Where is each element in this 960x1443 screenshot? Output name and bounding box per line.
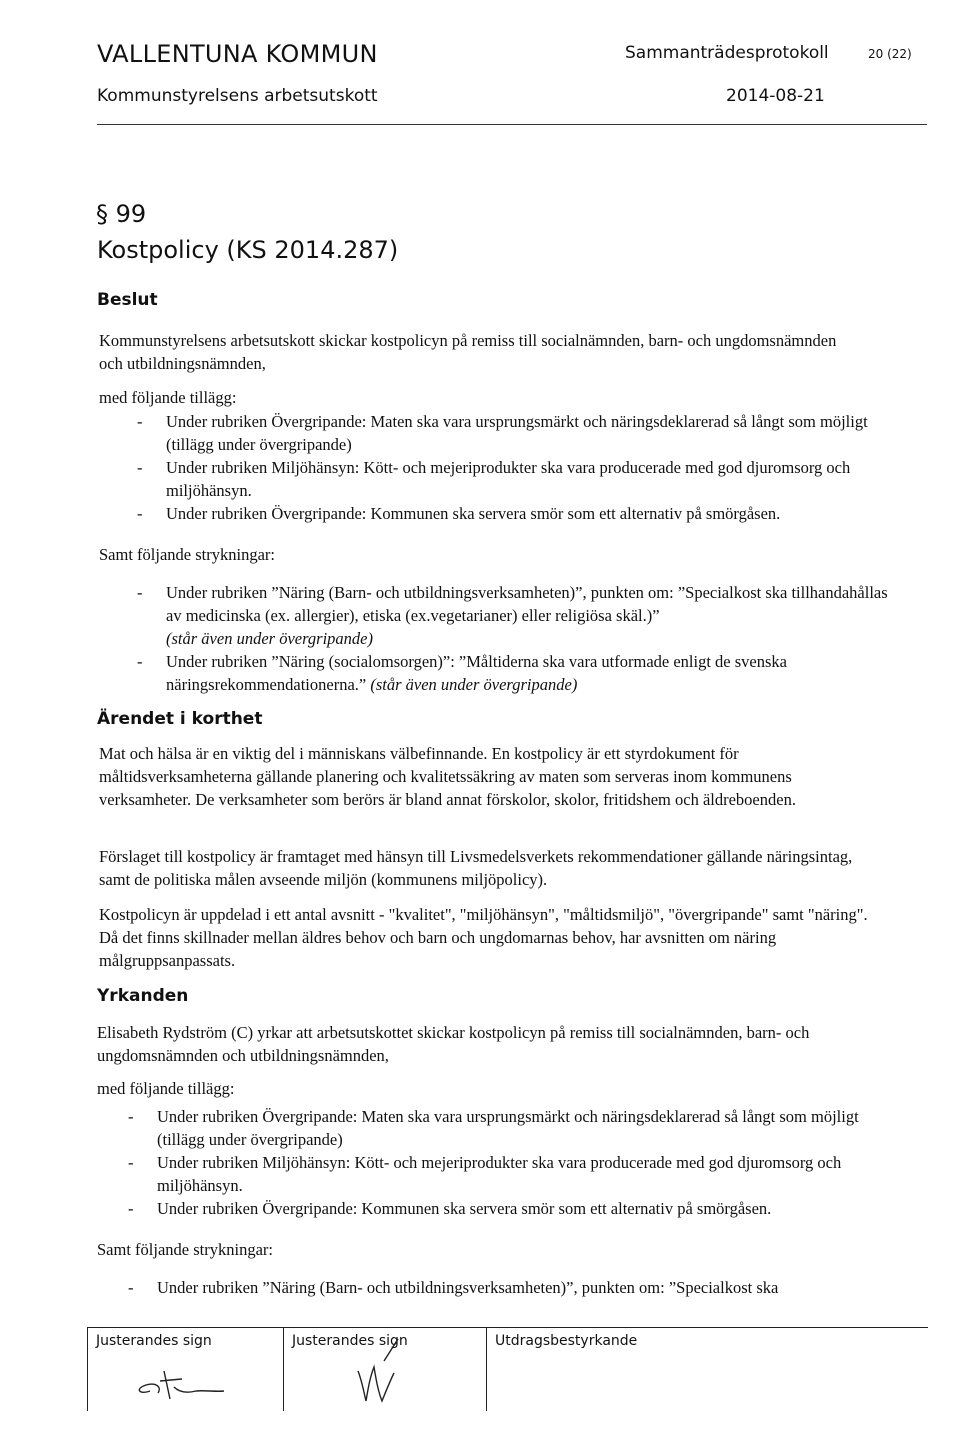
yrkanden-deletions-label: Samt följande strykningar: <box>97 1240 273 1259</box>
beslut-intro: Kommunstyrelsens arbetsutskott skickar kostpolicyn på remiss till socialnämnden, barn- och ungdomsnämnden och utbildningsnämnden, <box>99 331 837 373</box>
organization-name: VALLENTUNA KOMMUN <box>97 40 378 68</box>
arendet-heading: Ärendet i korthet <box>97 709 263 729</box>
extract-cell <box>486 1327 929 1411</box>
sign1-label: Justerandes sign <box>96 1333 212 1349</box>
beslut-additions-label: med följande tillägg: <box>99 388 237 407</box>
arendet-paragraph: Mat och hälsa är en viktig del i människans välbefinnande. En kostpolicy är ett styrdokument för måltidsverksamheterna gällande planering och kvalitetssäkring av maten som serveras inom kommunens verksamheter. De verksamheter som berörs är bland annat förskolor, skolor, fritidshem och äldreboenden. <box>99 744 796 809</box>
yrkanden-heading: Yrkanden <box>97 986 189 1006</box>
yrkanden-additions-list <box>128 1105 898 1220</box>
initials-signature-2 <box>334 1331 424 1409</box>
yrkanden-intro: Elisabeth Rydström (C) yrkar att arbetsutskottet skickar kostpolicyn på remiss till socialnämnden, barn- och ungdomsnämnden och utbildningsnämnden, <box>97 1023 810 1065</box>
arendet-paragraph: Förslaget till kostpolicy är framtaget med hänsyn till Livsmedelsverkets rekommendationer gällande näringsintag, samt de politiska målen avseende miljön (kommunens miljöpolicy). <box>99 847 853 889</box>
arendet-paragraph: Kostpolicyn är uppdelad i ett antal avsnitt - "kvalitet", "miljöhänsyn", "måltidsmiljö", "övergripande" samt "näring". Då det finns skillnader mellan äldres behov och barn och ungdomarnas behov, har avsnitten om näring målgruppsanpassats. <box>99 905 868 970</box>
committee-name: Kommunstyrelsens arbetsutskott <box>97 86 378 106</box>
document-type: Sammanträdesprotokoll <box>625 43 829 63</box>
beslut-additions-list <box>137 410 897 525</box>
sign2-label: Justerandes sign <box>292 1333 408 1349</box>
list-item: - Under rubriken Miljöhänsyn: Kött- och mejeriprodukter ska vara producerade med god djuromsorg och miljöhänsyn. <box>128 1153 842 1195</box>
list-item: - Under rubriken Miljöhänsyn: Kött- och mejeriprodukter ska vara producerade med god djuromsorg och miljöhänsyn. <box>137 458 851 500</box>
list-item: - Under rubriken ”Näring (Barn- och utbildningsverksamheten)”, punkten om: ”Specialkost ska <box>128 1278 779 1297</box>
list-item: - Under rubriken Övergripande: Kommunen ska servera smör som ett alternativ på smörgåsen. <box>137 504 781 523</box>
yrkanden-additions-label: med följande tillägg: <box>97 1079 235 1098</box>
page-number: 20 (22) <box>868 47 912 61</box>
signature-cell-2 <box>283 1327 487 1411</box>
list-item: - Under rubriken ”Näring (Barn- och utbildningsverksamheten)”, punkten om: ”Specialkost ska tillhandahållas av medicinska (ex. allergier), etiska (ex.vegetarianer) eller religiösa skäl.)” (står även under övergripande) <box>137 583 888 648</box>
initials-signature-1 <box>112 1357 232 1407</box>
signature-footer <box>87 1327 928 1411</box>
list-item: - Under rubriken Övergripande: Maten ska vara ursprungsmärkt och näringsdeklarerad så långt som möjligt (tillägg under övergripande) <box>137 412 868 454</box>
list-item: - Under rubriken Övergripande: Maten ska vara ursprungsmärkt och näringsdeklarerad så långt som möjligt (tillägg under övergripande) <box>128 1107 859 1149</box>
meeting-date: 2014-08-21 <box>726 86 825 106</box>
paragraph-number: § 99 <box>96 200 147 228</box>
beslut-deletions-label: Samt följande strykningar: <box>99 545 275 564</box>
signature-cell-1 <box>87 1327 284 1411</box>
header-divider <box>97 124 927 125</box>
case-title: Kostpolicy (KS 2014.287) <box>97 236 399 264</box>
list-item: - Under rubriken Övergripande: Kommunen ska servera smör som ett alternativ på smörgåsen. <box>128 1199 772 1218</box>
yrkanden-deletions-list <box>128 1276 918 1299</box>
list-item: - Under rubriken ”Näring (socialomsorgen)”: ”Måltiderna ska vara utformade enligt de svenska näringsrekommendationerna.” (står även under övergripande) <box>137 652 787 694</box>
beslut-deletions-list <box>137 581 897 696</box>
beslut-heading: Beslut <box>97 290 158 310</box>
extract-label: Utdragsbestyrkande <box>495 1333 638 1349</box>
